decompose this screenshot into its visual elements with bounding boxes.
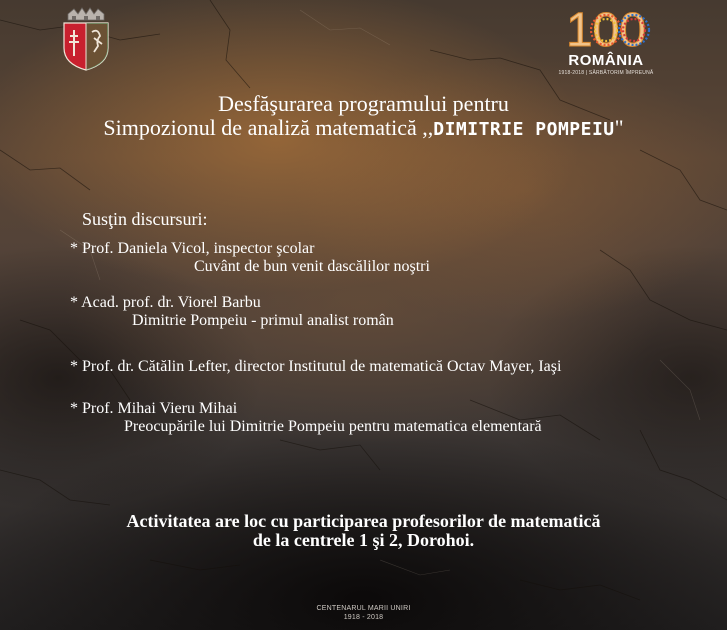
speaker-name: * Prof. Daniela Vicol, inspector şcolar xyxy=(70,240,315,257)
logo-wordmark: ROMÂNIA xyxy=(568,52,644,69)
centenar-romania-logo xyxy=(556,4,656,74)
footer-line-1: CENTENARUL MARII UNIRI xyxy=(316,605,411,612)
title-line-1: Desfăşurarea programului pentru xyxy=(218,91,509,116)
speaker-entry xyxy=(70,400,542,436)
symposium-name: DIMITRIE POMPEIU xyxy=(433,119,615,140)
closing-note xyxy=(0,512,727,550)
footer-centenar xyxy=(0,604,727,622)
logo-tagline: 1918-2018 | SĂRBĂTORIM ÎMPREUNĂ xyxy=(558,70,654,76)
closing-line-1: Activitatea are loc cu participarea profesorilor de matematică xyxy=(126,511,601,531)
speakers-heading: Susţin discursuri: xyxy=(82,209,208,229)
speaker-talk: Cuvânt de bun venit dascălilor noştri xyxy=(194,258,430,275)
speaker-name: * Prof. dr. Cătălin Lefter, director Institutul de matematică Octav Mayer, Iaşi xyxy=(70,358,562,375)
speaker-talk: Preocupările lui Dimitrie Pompeiu pentru matematica elementară xyxy=(124,418,542,435)
speaker-name: * Prof. Mihai Vieru Mihai xyxy=(70,400,238,417)
footer-line-2: 1918 - 2018 xyxy=(343,614,384,621)
speaker-talk: Dimitrie Pompeiu - primul analist român xyxy=(132,312,394,329)
title-line-2 xyxy=(0,116,727,142)
logo-number: 100 xyxy=(565,4,647,52)
speaker-entry xyxy=(70,240,430,276)
speaker-entry xyxy=(70,358,561,376)
dorohoi-coat-of-arms-icon xyxy=(60,6,112,72)
speaker-entry xyxy=(70,294,394,330)
closing-line-2: de la centrele 1 şi 2, Dorohoi. xyxy=(252,530,475,550)
title-line-2-prefix: Simpozionul de analiză matematică ,, xyxy=(103,115,434,140)
speaker-name: * Acad. prof. dr. Viorel Barbu xyxy=(70,294,261,311)
centenary-100-icon xyxy=(556,4,656,52)
program-title xyxy=(0,92,727,142)
title-line-2-suffix: " xyxy=(614,115,624,140)
